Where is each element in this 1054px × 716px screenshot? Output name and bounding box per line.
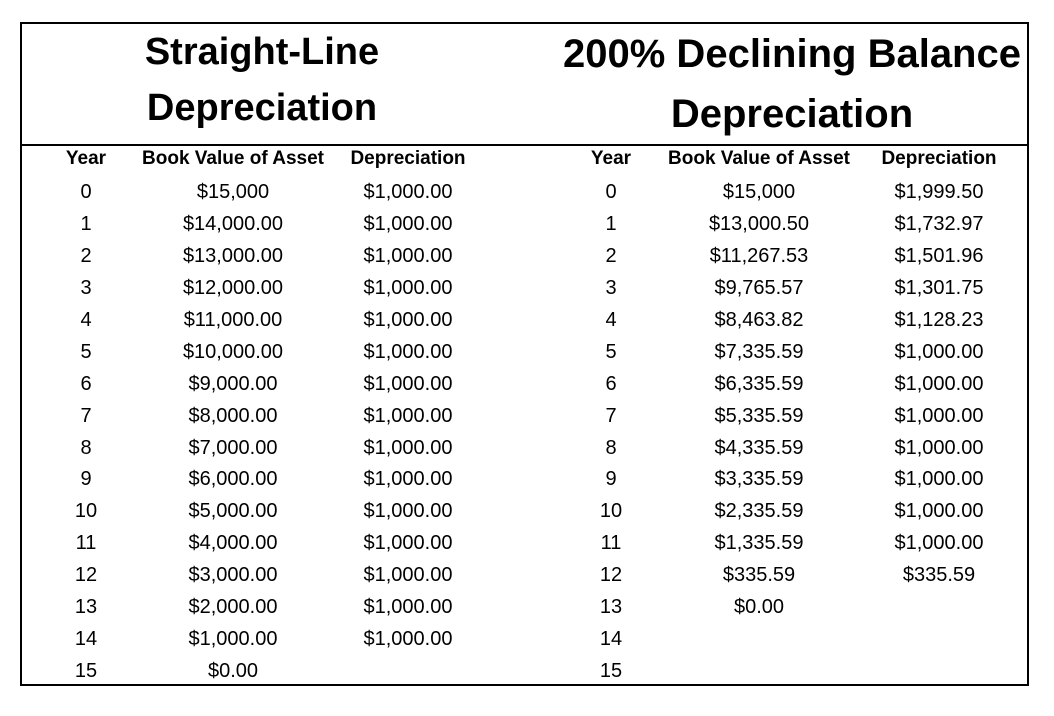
depreciation-table-frame bbox=[20, 22, 1029, 686]
year-cell: 6 bbox=[80, 372, 92, 395]
declining-balance-rows bbox=[568, 177, 1014, 687]
declining-balance-title bbox=[542, 24, 1042, 144]
table-row bbox=[44, 464, 478, 496]
book-value-cell: $15,000 bbox=[196, 181, 270, 204]
year-cell: 10 bbox=[599, 500, 623, 523]
year-cell: 7 bbox=[605, 404, 617, 427]
table-row bbox=[568, 496, 1014, 528]
depreciation-cell: $1,000.00 bbox=[894, 404, 984, 427]
year-cell: 12 bbox=[599, 564, 623, 587]
depreciation-cell: $1,999.50 bbox=[894, 181, 984, 204]
book-value-cell: $12,000.00 bbox=[182, 277, 284, 300]
table-row bbox=[44, 592, 478, 624]
table-row bbox=[44, 400, 478, 432]
depreciation-cell: $1,000.00 bbox=[894, 468, 984, 491]
year-cell: 8 bbox=[605, 436, 617, 459]
book-value-cell: $2,335.59 bbox=[714, 500, 804, 523]
depreciation-cell: $1,000.00 bbox=[894, 436, 984, 459]
depreciation-cell: $1,000.00 bbox=[363, 500, 453, 523]
title-divider bbox=[22, 144, 1027, 146]
declining-balance-title-line1: 200% Declining Balance bbox=[563, 32, 1021, 76]
table-row bbox=[44, 655, 478, 687]
table-row bbox=[568, 209, 1014, 241]
book-value-cell: $11,267.53 bbox=[709, 245, 809, 268]
header-row bbox=[44, 148, 478, 177]
book-value-cell bbox=[654, 655, 864, 687]
year-cell: 2 bbox=[80, 245, 92, 268]
book-value-cell: $3,000.00 bbox=[188, 564, 278, 587]
book-value-cell: $3,335.59 bbox=[714, 468, 804, 491]
year-cell: 12 bbox=[74, 564, 98, 587]
year-cell: 9 bbox=[605, 468, 617, 491]
depreciation-cell: $1,000.00 bbox=[363, 627, 453, 650]
year-cell: 3 bbox=[605, 277, 617, 300]
depreciation-header: Depreciation bbox=[881, 148, 997, 169]
table-row bbox=[44, 177, 478, 209]
year-cell: 5 bbox=[80, 340, 92, 363]
book-value-cell: $10,000.00 bbox=[182, 340, 284, 363]
depreciation-cell: $1,000.00 bbox=[363, 340, 453, 363]
table-row bbox=[44, 368, 478, 400]
book-value-cell: $14,000.00 bbox=[182, 213, 284, 236]
depreciation-cell: $1,000.00 bbox=[894, 340, 984, 363]
table-row bbox=[44, 496, 478, 528]
depreciation-cell: $1,000.00 bbox=[363, 372, 453, 395]
depreciation-cell bbox=[338, 655, 478, 687]
book-value-cell bbox=[654, 623, 864, 655]
header-row bbox=[568, 148, 1014, 177]
year-cell: 8 bbox=[80, 436, 92, 459]
depreciation-cell bbox=[864, 655, 1014, 687]
depreciation-cell bbox=[864, 623, 1014, 655]
book-value-cell: $5,000.00 bbox=[188, 500, 278, 523]
year-cell: 14 bbox=[74, 627, 98, 650]
straight-line-title-line2: Depreciation bbox=[146, 87, 378, 129]
table-row bbox=[568, 528, 1014, 560]
depreciation-cell: $1,000.00 bbox=[363, 532, 453, 555]
table-row bbox=[44, 336, 478, 368]
depreciation-cell: $1,128.23 bbox=[894, 309, 984, 331]
depreciation-cell: $1,000.00 bbox=[894, 500, 984, 523]
book-value-cell: $6,000.00 bbox=[188, 468, 278, 491]
year-cell: 2 bbox=[605, 245, 617, 268]
table-row bbox=[568, 305, 1014, 337]
book-value-cell: $0.00 bbox=[733, 596, 785, 619]
table-row bbox=[568, 177, 1014, 209]
book-value-cell: $5,335.59 bbox=[714, 404, 804, 427]
year-cell: 11 bbox=[600, 532, 622, 555]
book-value-cell: $4,335.59 bbox=[714, 436, 804, 459]
book-value-cell: $13,000.50 bbox=[708, 213, 810, 236]
book-value-cell: $15,000 bbox=[722, 181, 796, 204]
table-row bbox=[568, 592, 1014, 624]
straight-line-title bbox=[112, 24, 412, 136]
year-cell: 14 bbox=[599, 627, 623, 650]
depreciation-cell: $1,301.75 bbox=[894, 277, 984, 300]
year-cell: 13 bbox=[74, 596, 98, 619]
table-row bbox=[568, 400, 1014, 432]
table-row bbox=[568, 655, 1014, 687]
depreciation-cell: $1,000.00 bbox=[363, 245, 453, 268]
depreciation-cell: $1,000.00 bbox=[363, 181, 453, 204]
table-row bbox=[568, 464, 1014, 496]
table-row bbox=[568, 241, 1014, 273]
straight-line-rows bbox=[44, 177, 478, 687]
book-value-cell: $11,000.00 bbox=[183, 309, 283, 331]
straight-line-table bbox=[44, 148, 478, 687]
depreciation-cell bbox=[864, 592, 1014, 624]
year-cell: 1 bbox=[80, 213, 92, 236]
depreciation-cell: $1,000.00 bbox=[363, 468, 453, 491]
table-row bbox=[44, 305, 478, 337]
depreciation-cell: $1,000.00 bbox=[894, 532, 984, 555]
depreciation-cell: $1,000.00 bbox=[363, 404, 453, 427]
book-value-cell: $8,000.00 bbox=[188, 404, 278, 427]
book-value-cell: $13,000.00 bbox=[182, 245, 284, 268]
year-cell: 5 bbox=[605, 340, 617, 363]
table-row bbox=[44, 241, 478, 273]
year-cell: 4 bbox=[605, 309, 617, 331]
table-row bbox=[568, 336, 1014, 368]
year-cell: 13 bbox=[599, 596, 623, 619]
table-row bbox=[44, 432, 478, 464]
depreciation-cell: $1,501.96 bbox=[894, 245, 984, 268]
book-value-cell: $8,463.82 bbox=[714, 309, 804, 331]
year-cell: 0 bbox=[80, 181, 92, 204]
book-value-header: Book Value of Asset bbox=[142, 148, 324, 169]
depreciation-cell: $1,000.00 bbox=[363, 564, 453, 587]
year-header: Year bbox=[65, 148, 107, 169]
table-row bbox=[568, 560, 1014, 592]
declining-balance-title-line2: Depreciation bbox=[670, 92, 914, 136]
year-cell: 1 bbox=[605, 213, 617, 236]
book-value-cell: $7,335.59 bbox=[714, 340, 804, 363]
book-value-cell: $9,000.00 bbox=[188, 372, 278, 395]
year-cell: 15 bbox=[599, 659, 623, 682]
depreciation-cell: $335.59 bbox=[902, 564, 976, 587]
year-cell: 9 bbox=[80, 468, 92, 491]
table-row bbox=[568, 432, 1014, 464]
year-cell: 10 bbox=[74, 500, 98, 523]
year-cell: 6 bbox=[605, 372, 617, 395]
book-value-cell: $1,000.00 bbox=[188, 627, 278, 650]
straight-line-title-line1: Straight-Line bbox=[144, 31, 380, 73]
depreciation-cell: $1,000.00 bbox=[363, 436, 453, 459]
book-value-cell: $1,335.59 bbox=[714, 532, 804, 555]
book-value-header: Book Value of Asset bbox=[668, 148, 850, 169]
depreciation-cell: $1,000.00 bbox=[363, 596, 453, 619]
depreciation-cell: $1,000.00 bbox=[363, 309, 453, 331]
table-row bbox=[44, 209, 478, 241]
year-cell: 0 bbox=[605, 181, 617, 204]
declining-balance-table bbox=[568, 148, 1014, 687]
year-cell: 4 bbox=[80, 309, 92, 331]
depreciation-header: Depreciation bbox=[350, 148, 466, 169]
table-row bbox=[44, 273, 478, 305]
book-value-cell: $4,000.00 bbox=[188, 532, 278, 555]
depreciation-cell: $1,000.00 bbox=[363, 277, 453, 300]
book-value-cell: $2,000.00 bbox=[188, 596, 278, 619]
book-value-cell: $0.00 bbox=[207, 659, 259, 682]
book-value-cell: $7,000.00 bbox=[188, 436, 278, 459]
depreciation-cell: $1,732.97 bbox=[894, 213, 984, 236]
year-cell: 11 bbox=[75, 532, 97, 555]
book-value-cell: $6,335.59 bbox=[714, 372, 804, 395]
year-cell: 15 bbox=[74, 659, 98, 682]
table-row bbox=[44, 560, 478, 592]
depreciation-cell: $1,000.00 bbox=[894, 372, 984, 395]
table-row bbox=[44, 623, 478, 655]
table-row bbox=[568, 368, 1014, 400]
table-row bbox=[44, 528, 478, 560]
table-row bbox=[568, 623, 1014, 655]
table-row bbox=[568, 273, 1014, 305]
book-value-cell: $335.59 bbox=[722, 564, 796, 587]
year-cell: 7 bbox=[80, 404, 92, 427]
year-header: Year bbox=[590, 148, 632, 169]
year-cell: 3 bbox=[80, 277, 92, 300]
depreciation-cell: $1,000.00 bbox=[363, 213, 453, 236]
book-value-cell: $9,765.57 bbox=[714, 277, 804, 300]
